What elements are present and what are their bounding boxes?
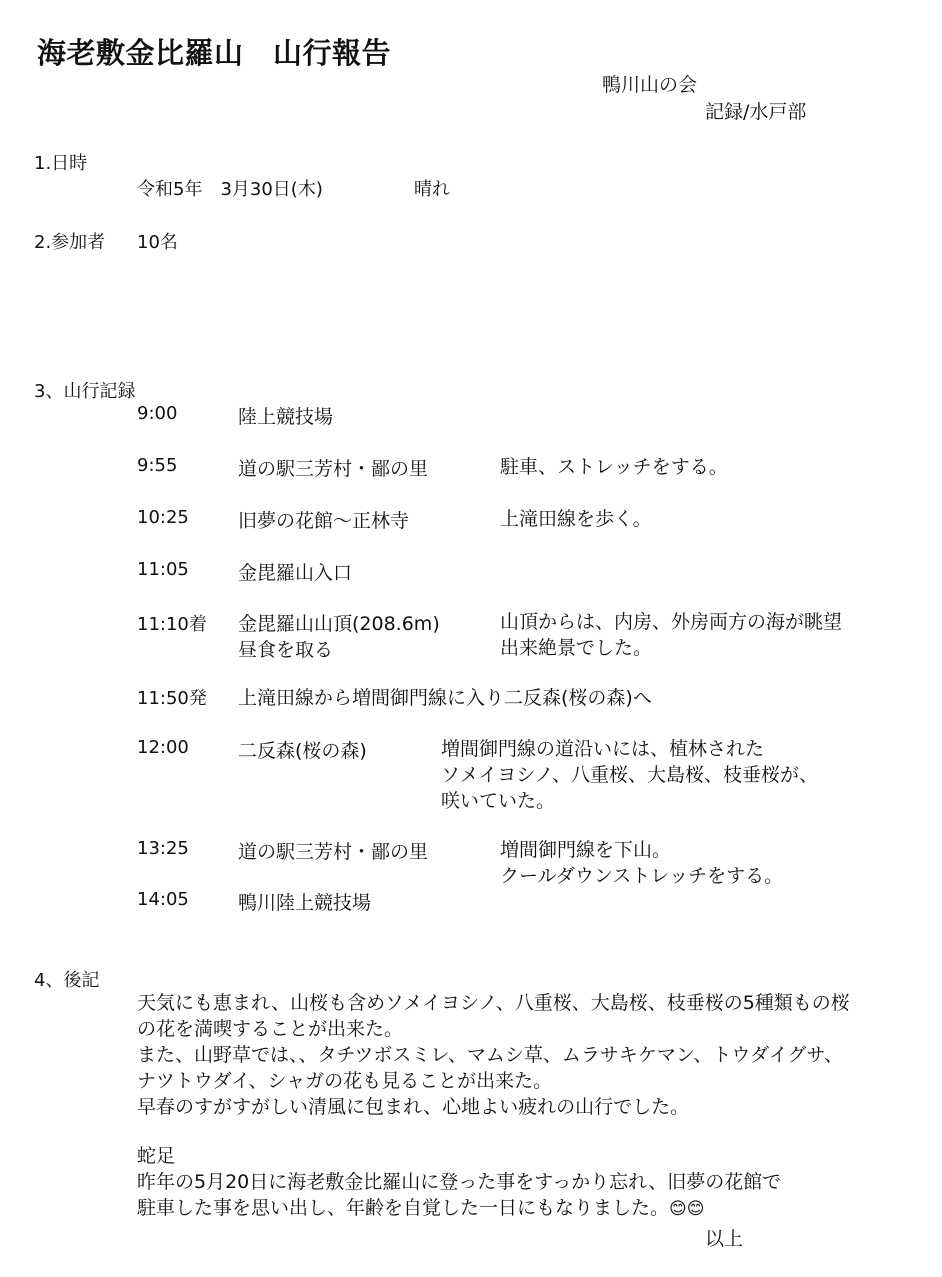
afterword-line: 早春のすがすがしい清風に包まれ、心地よい疲れの山行でした。: [137, 1096, 690, 1118]
afterword-line: 天気にも恵まれ、山桜も含めソメイヨシノ、八重桜、大島桜、枝垂桜の5種類もの桜: [137, 992, 850, 1014]
section-4-heading: 4、後記: [34, 970, 100, 991]
entry-place: 道の駅三芳村・鄙の里: [238, 458, 429, 480]
closing-mark: 以上: [705, 1228, 744, 1250]
entry-time: 12:00: [137, 737, 189, 758]
section-3-heading: 3、山行記録: [34, 381, 136, 402]
entry-time: 13:25: [137, 838, 189, 859]
weather: 晴れ: [414, 179, 450, 200]
entry-time: 11:10着: [137, 614, 207, 635]
section-1-heading: 1.日時: [34, 153, 88, 174]
postscript-line: 昨年の5月20日に海老敷金比羅山に登った事をすっかり忘れ、旧夢の花館で: [137, 1171, 782, 1193]
postscript-line: [137, 1195, 704, 1222]
event-date: 令和5年 3月30日(木): [137, 179, 323, 200]
entry-time: 14:05: [137, 889, 189, 910]
entry-place: 陸上競技場: [238, 406, 334, 428]
document-title: 海老敷金比羅山 山行報告: [37, 36, 392, 70]
entry-note-line2: クールダウンストレッチをする。: [500, 865, 784, 887]
entry-time: 9:55: [137, 455, 178, 476]
smile-emoji-icon: 😊😊: [669, 1199, 705, 1219]
entry-place-line2: 昼食を取る: [238, 639, 334, 661]
entry-note: 増間御門線の道沿いには、植林された: [441, 738, 765, 760]
entry-time: 11:50発: [137, 688, 207, 709]
afterword-line: また、山野草では、、タチツボスミレ、マムシ草、ムラサキケマン、トウダイグサ、: [137, 1044, 844, 1066]
entry-note: 駐車、ストレッチをする。: [500, 456, 728, 478]
entry-time: 11:05: [137, 559, 189, 580]
participant-count: 10名: [137, 232, 178, 253]
entry-place: 旧夢の花館～正林寺: [238, 510, 410, 532]
entry-place: 鴨川陸上競技場: [238, 892, 372, 914]
entry-time: 10:25: [137, 507, 189, 528]
entry-place: 道の駅三芳村・鄙の里: [238, 841, 429, 863]
recorder-name: 記録/水戸部: [705, 101, 807, 123]
entry-place: 金毘羅山入口: [238, 562, 353, 584]
entry-place: 上滝田線から増間御門線に入り二反森(桜の森)へ: [238, 687, 652, 709]
entry-note: 上滝田線を歩く。: [500, 508, 652, 530]
entry-place: 二反森(桜の森): [238, 740, 367, 762]
entry-time: 9:00: [137, 403, 178, 424]
postscript-text: 駐車した事を思い出し、年齢を自覚した一日にもなりました。: [137, 1197, 670, 1219]
entry-place: 金毘羅山山頂(208.6m): [238, 613, 440, 635]
entry-note-line3: 咲いていた。: [441, 790, 556, 812]
entry-note-line2: ソメイヨシノ、八重桜、大島桜、枝垂桜が、: [441, 764, 818, 786]
afterword-line: ナツトウダイ、シャガの花も見ることが出来た。: [137, 1070, 553, 1092]
entry-note: 山頂からは、内房、外房両方の海が眺望: [500, 611, 843, 633]
postscript-heading: 蛇足: [137, 1145, 176, 1167]
entry-note: 増間御門線を下山。: [500, 839, 672, 861]
entry-note-line2: 出来絶景でした。: [500, 637, 653, 659]
section-2-heading: 2.参加者: [34, 232, 106, 253]
afterword-line: の花を満喫することが出来た。: [137, 1018, 404, 1040]
organization-name: 鴨川山の会: [602, 74, 698, 96]
